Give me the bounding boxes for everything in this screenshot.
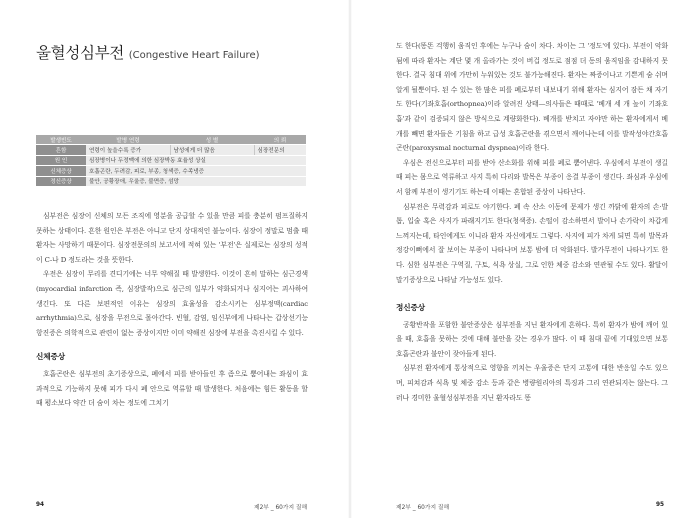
table-header: 의 뢰 bbox=[254, 135, 306, 145]
table-cell: 남성에게 더 많음 bbox=[170, 145, 254, 155]
table-row bbox=[36, 145, 306, 155]
table-header: 발생빈도 bbox=[36, 135, 86, 145]
right-folio bbox=[656, 502, 664, 508]
table-cell: 호흡곤란, 두려감, 피로, 부종, 청색증, 수족냉증 bbox=[86, 166, 306, 176]
left-body-text bbox=[36, 209, 308, 411]
running-footer-text: 제2부 _ 60가지 질해 bbox=[396, 505, 450, 511]
right-page bbox=[350, 0, 700, 518]
page-number: 95 bbox=[656, 502, 665, 508]
paragraph: 우전은 심장이 무리를 견디기에는 너무 약해질 때 발생한다. 이것이 흔히 말하는 심근경색(myocardial infarction 즉, 심장발작)으로 심근의 일부가 약화되거나 심지어는 괴사하여 생긴다. 또 다른 보편적인 이유는 심장의 효율성을 감소시키는 심부정맥(cardiac arrhythmia)으로, 심장을 무전으로 몰아간다. 빈혈, 감염, 임신부에게 나타나는 갑상선기능항진증은 의학적으로 관련이 없는 증상이지만 이미 약해진 심장에 부전을 촉진시킬 수 있다. bbox=[36, 270, 308, 337]
paragraph: 심부전은 심장이 신체의 모든 조직에 영분을 공급할 수 있을 만큼 피를 충분히 펌프질하지 못하는 상태이다. 흔한 원인은 부전은 아니고 단지 상대적인 불능이다. 심장이 정말로 멈출 때 환자는 사망하기 때문이다. 심장전문의의 보고서에 적혀 있는 '부전'은 실제로는 심장의 성적이 C-나 D 정도라는 것을 뜻한다. bbox=[36, 212, 308, 264]
table-header: 발병 연령 bbox=[86, 135, 170, 145]
row-label: 흔함 bbox=[36, 145, 86, 155]
page-title bbox=[36, 41, 260, 63]
title-english: (Congestive Heart Failure) bbox=[128, 50, 260, 61]
left-folio bbox=[36, 502, 44, 508]
paragraph: 공황반작을 포함한 불안증상은 심부전을 지닌 환자에게 흔하다. 특히 환자가 밤에 깨어 있을 때, 호흡을 못하는 것에 대해 불안을 갖는 경우가 많다. 이 때 침대 끝에 기대있으면 보통 호흡곤란과 불안이 잦아들게 된다. bbox=[396, 320, 668, 358]
left-running-footer bbox=[254, 502, 307, 511]
row-label: 정신증상 bbox=[36, 176, 86, 186]
table-row bbox=[36, 166, 306, 176]
table-row bbox=[36, 176, 306, 186]
paragraph: 심부전 환자에게 통상적으로 영향을 끼치는 우울증은 단지 고통에 대한 반응일 수도 있으며, 피쳐감과 식욕 및 체중 감소 등과 같은 병량원리아의 특징과 그리 연관되지는 않는다. 그러나 경미한 울혈성심부전을 지닌 환자라도 똥 bbox=[396, 364, 668, 402]
table-cell: 심장전문의 bbox=[254, 145, 306, 155]
running-footer-text: 제2부 _ 60가지 질해 bbox=[254, 505, 308, 511]
row-label: 신체증상 bbox=[36, 166, 86, 176]
paragraph: 우심은 전신으로부터 피를 받아 산소화를 위해 피를 폐로 뿜어낸다. 우심에서 부전이 생길 때 피는 몸으로 역류하고 사지 특히 다리와 발목은 부종이 응결 부종이 생긴다. 좌심과 우심에서 함께 부전이 생기기도 하는데 이때는 혼합된 증상이 나타난다. bbox=[396, 158, 668, 196]
right-running-footer bbox=[396, 502, 449, 511]
paragraph: 도 한다(똥똔 걱행히 움직인 후에는 누구나 숨이 차다. 차이는 그 '정도'에 있다). 부전이 악화됨에 따라 환자는 계단 몇 개 올라가는 것이 버겁 정도로 점점 더 동의 움직임을 감내하지 못한다. 결국 침대 위에 가만히 누워있는 것도 불가능해진다. 환자는 짜증이나고 기쁜게 숨 쉬며 알게 될뿐이다. 된 수 있는 한 많은 피를 폐로부터 내보내기 위해 환자는 심지어 잠든 채 자기도 한다(기좌호흡(orthopnea)이라 알려진 상태—의사들은 때때로 '베개 세 개 높이 기좌호흡'과 같이 검증되지 않은 방식으로 계량화한다). 베개를 받치고 자야만 하는 환자에게서 베개를 빼면 환자들은 기침을 하고 급성 호흡곤란을 겪으면서 깨어나는데 이를 발작성야간호흡곤란(paroxysmal nocturnal dyspnea)이라 한다. bbox=[396, 42, 668, 153]
paragraph: 호흡곤란은 심부전의 초기증상으로, 폐에서 피를 받아들인 후 좀으로 뿜어내는 좌심이 효과적으로 기능하지 못해 피가 다시 폐 안으로 역류할 때 발생한다. 처음에는 힘든 활동을 할 때 평소보다 약간 더 숨이 차는 정도에 그치기 bbox=[36, 369, 308, 408]
info-table bbox=[36, 135, 306, 187]
paragraph: 심부전은 무력감과 피로도 야기한다. 폐 속 산소 이동에 문제가 생긴 까닭에 환자의 손·발톱, 입술 혹은 사지가 파래지기도 한다(청색증). 손떨이 감소하면서 발이나 손가락이 차갑게 느껴지는데, 타인에게도 이니라 환자 자신에게도 그렇다. 사지에 피가 차게 되면 특히 발목과 정강이뼈에서 잘 보이는 부종이 나타나며 보통 밤에 더 악화된다. 발가무전이 나타나기도 한다. 심한 심부전은 구역질, 구토, 식욕 상실, 그로 인한 체중 감소와 연관될 수도 있다. 활달이 말기증상으로 나타날 가능성도 있다. bbox=[396, 202, 668, 284]
table-header: 성 별 bbox=[170, 135, 254, 145]
table-header-row bbox=[36, 135, 306, 145]
title-korean: 울혈성심부전 bbox=[36, 44, 125, 62]
section-heading: 신체증상 bbox=[36, 352, 65, 362]
row-label: 원 인 bbox=[36, 155, 86, 165]
section-heading: 정신증상 bbox=[396, 303, 425, 313]
right-body-text bbox=[396, 39, 668, 405]
table-cell: 심장병이나 두정맥에 의한 심장박동 효율성 상실 bbox=[86, 155, 306, 165]
table-cell: 불안, 공황장애, 우울증, 불면증, 섬망 bbox=[86, 176, 306, 186]
page-number: 94 bbox=[36, 502, 45, 508]
table-cell: 연령이 높을수록 증가 bbox=[86, 145, 170, 155]
table-row bbox=[36, 155, 306, 165]
